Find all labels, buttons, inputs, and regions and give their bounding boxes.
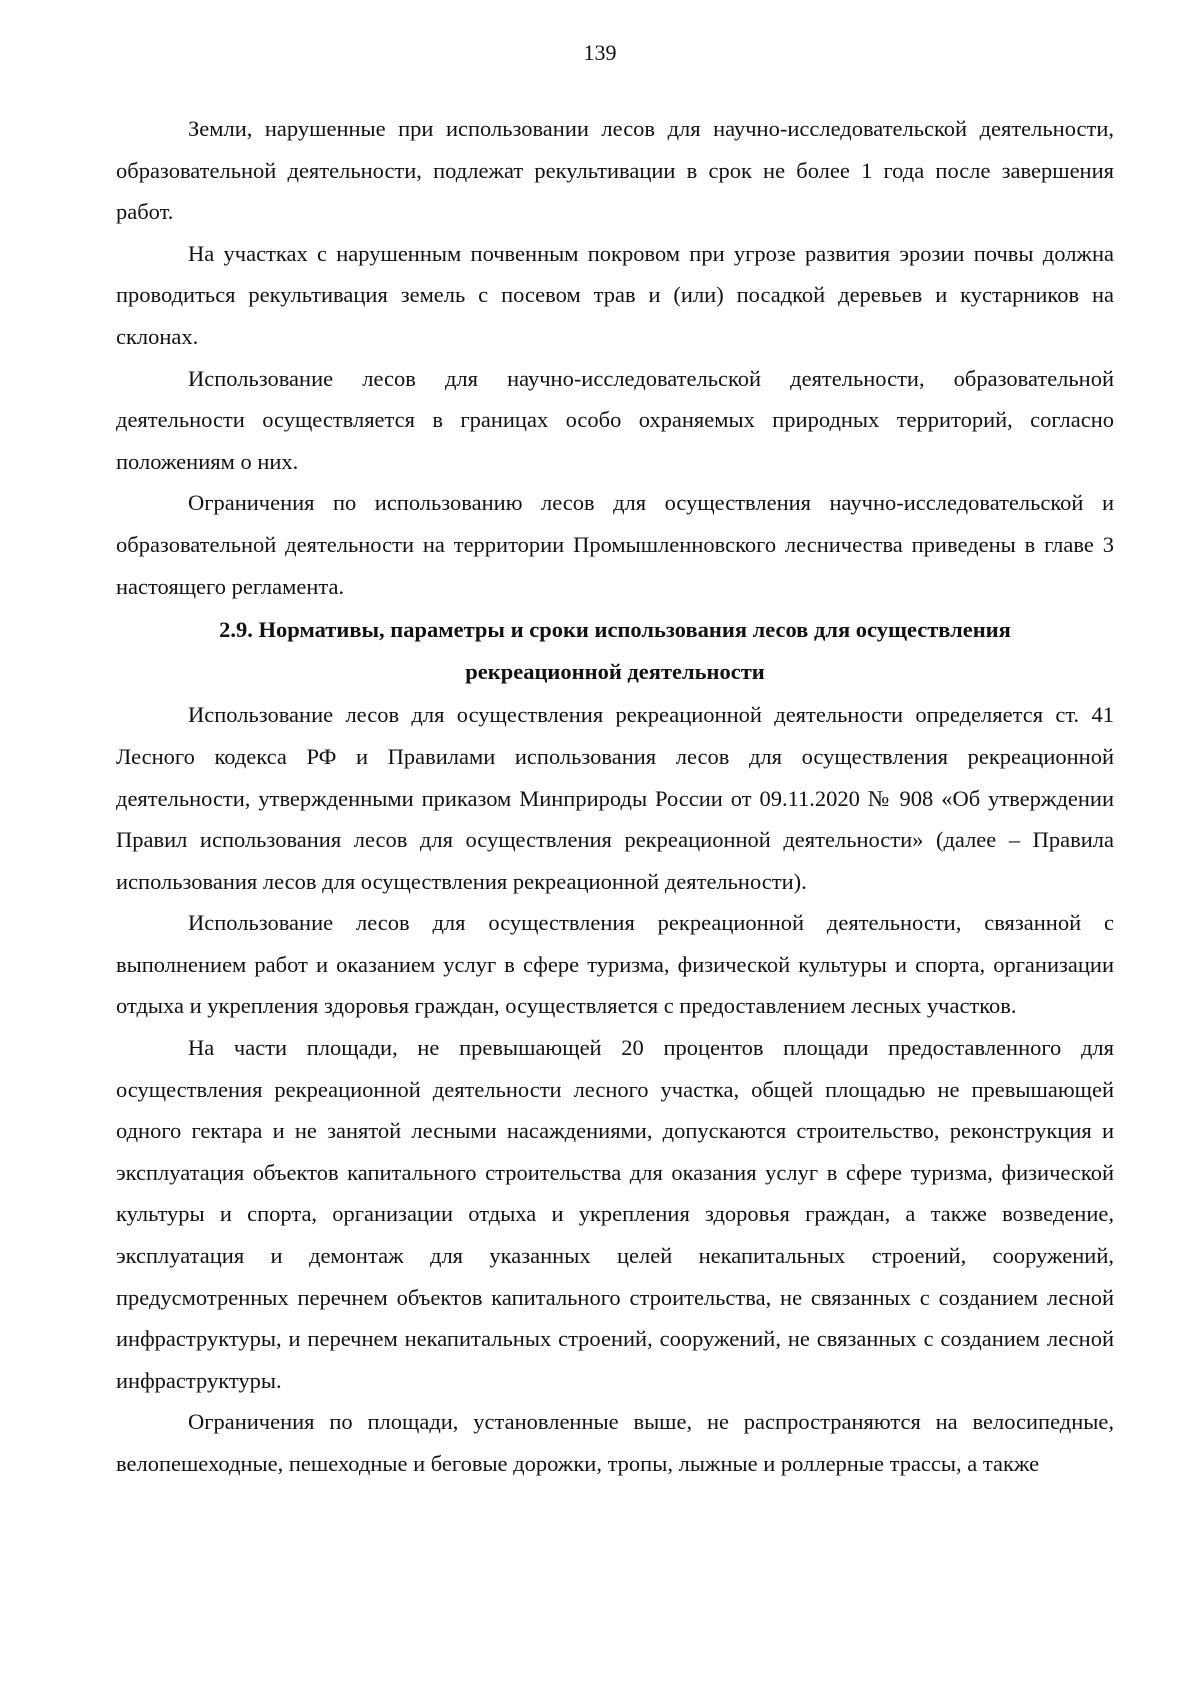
paragraph-recreation-basis: Использование лесов для осуществления рекреационной деятельности определяется ст. 41 Лесного кодекса РФ и Правилами использования лесов для осуществления рекреационной деятельности, утвержденными приказом Минприроды России от 09.11.2020 № 908 «Об утверждении Правил использования лесов для осуществления рекреационной деятельности» (далее – Правила использования лесов для осуществления рекреационной деятельности). xyxy=(116,702,1114,894)
section-heading-line-1: 2.9. Нормативы, параметры и сроки использования лесов для осуществления xyxy=(219,617,1011,643)
paragraph-land-reclamation: Земли, нарушенные при использовании лесов для научно-исследовательской деятельности, образовательной деятельности, подлежат рекультивации в срок не более 1 года после завершения работ. xyxy=(116,116,1114,225)
paragraph-erosion: На участках с нарушенным почвенным покровом при угрозе развития эрозии почвы должна проводиться рекультивация земель с посевом трав и (или) посадкой деревьев и кустарников на склонах. xyxy=(116,240,1114,349)
paragraph-restrictions-research: Ограничения по использованию лесов для осуществления научно-исследовательской и образовательной деятельности на территории Промышленновского лесничества приведены в главе 3 настоящего регламента. xyxy=(116,490,1114,599)
section-heading-line-2: рекреационной деятельности xyxy=(465,658,765,684)
paragraph-area-exceptions: Ограничения по площади, установленные выше, не распространяются на велосипедные, велопешеходные, пешеходные и беговые дорожки, тропы, лыжные и роллерные трассы, а также xyxy=(116,1409,1114,1476)
section-heading xyxy=(116,609,1114,692)
paragraph-recreation-services: Использование лесов для осуществления рекреационной деятельности, связанной с выполнением работ и оказанием услуг в сфере туризма, физической культуры и спорта, организации отдыха и укрепления здоровья граждан, осуществляется с предоставлением лесных участков. xyxy=(116,910,1114,1019)
document-body xyxy=(116,108,1114,1485)
paragraph-protected-areas: Использование лесов для научно-исследовательской деятельности, образовательной деятельности осуществляется в границах особо охраняемых природных территорий, согласно положениям о них. xyxy=(116,365,1114,474)
page-number: 139 xyxy=(583,40,617,65)
paragraph-construction-limits: На части площади, не превышающей 20 процентов площади предоставленного для осуществления рекреационной деятельности лесного участка, общей площадью не превышающей одного гектара и не занятой лесными насаждениями, допускаются строительство, реконструкция и эксплуатация объектов капитального строительства для оказания услуг в сфере туризма, физической культуры и спорта, организации отдыха и укрепления здоровья граждан, а также возведение, эксплуатация и демонтаж для указанных целей некапитальных строений, сооружений, предусмотренных перечнем объектов капитального строительства, не связанных с созданием лесной инфраструктуры, и перечнем некапитальных строений, сооружений, не связанных с созданием лесной инфраструктуры. xyxy=(116,1035,1114,1393)
